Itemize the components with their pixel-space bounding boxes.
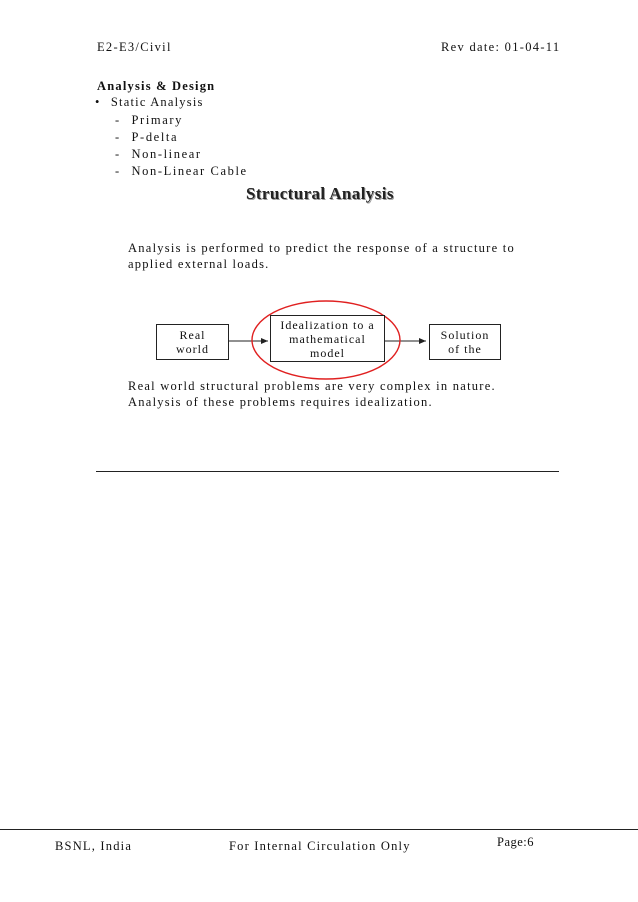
solution-box (429, 324, 501, 360)
sub-item-label: P-delta (131, 130, 179, 144)
box-line: Idealization to a (280, 317, 375, 332)
box-line: of the (448, 342, 482, 356)
closing-paragraph (128, 378, 496, 410)
dash-marker: - (115, 130, 121, 144)
page-number: Page:6 (497, 835, 535, 849)
sub-item-label: Primary (131, 113, 183, 127)
closing-line: Analysis of these problems requires idealization. (128, 395, 433, 409)
section-title: Analysis & Design (97, 79, 216, 93)
dash-marker: - (115, 147, 121, 161)
real-world-box (156, 324, 229, 360)
bullet-dot-icon: • (95, 95, 101, 109)
dash-marker: - (115, 113, 121, 127)
idealization-box (270, 315, 385, 362)
footer-circulation-note: For Internal Circulation Only (229, 839, 411, 853)
footer-rule (0, 829, 638, 830)
box-line: model (310, 345, 345, 360)
header-rev-date: Rev date: 01-04-11 (441, 40, 561, 54)
slide-bottom-rule (96, 471, 559, 472)
sub-item-label: Non-Linear Cable (131, 164, 248, 178)
header-doc-id: E2-E3/Civil (97, 40, 172, 54)
slide-title: Structural Analysis (246, 184, 394, 203)
box-line: Real (179, 328, 206, 342)
closing-line: Real world structural problems are very complex in nature. (128, 379, 496, 393)
intro-line: Analysis is performed to predict the response of a structure to (128, 241, 515, 255)
box-line: mathematical (289, 331, 366, 346)
dash-marker: - (115, 164, 121, 178)
box-line: Solution (440, 328, 490, 342)
intro-line: applied external loads. (128, 257, 270, 271)
footer-org: BSNL, India (55, 839, 133, 853)
sub-item-label: Non-linear (131, 147, 202, 161)
bullet-label: Static Analysis (110, 95, 204, 109)
box-line: world (176, 342, 209, 356)
